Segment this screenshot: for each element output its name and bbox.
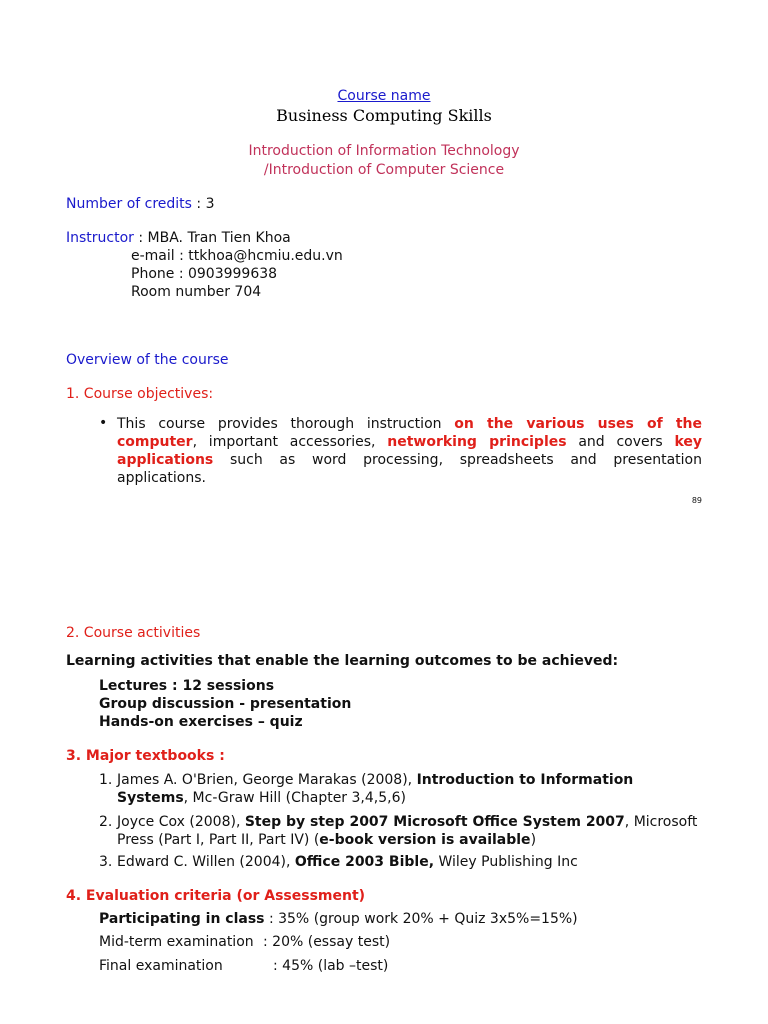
- textbook-item: [0, 771, 768, 807]
- page-number: 89: [691, 496, 702, 505]
- textbook-authors: James A. O'Brien, George Marakas (2008),: [117, 772, 417, 788]
- textbook-text: [117, 853, 717, 871]
- textbook-ebook-note: e-book version is available: [319, 832, 531, 848]
- textbook-publisher: Wiley Publishing Inc: [434, 854, 578, 870]
- course-subtitle-line1: Introduction of Information Technology: [248, 143, 520, 159]
- textbook-authors: Edward C. Willen (2004),: [117, 854, 295, 870]
- instructor-room: Room number 704: [131, 284, 262, 300]
- instructor-label: Instructor: [66, 230, 134, 246]
- textbook-title: Office 2003 Bible,: [294, 854, 435, 870]
- instructor-email: e-mail : ttkhoa@hcmiu.edu.vn: [131, 248, 343, 264]
- evaluation-label: Final examination: [99, 958, 223, 974]
- textbook-authors: Joyce Cox (2008),: [117, 814, 245, 830]
- course-title: Business Computing Skills: [276, 106, 492, 125]
- overview-heading: Overview of the course: [66, 352, 229, 368]
- credits-value: : 3: [196, 196, 215, 212]
- objectives-highlight-uses: on the various uses of the computer: [117, 416, 702, 450]
- textbook-publisher: , Mc-Graw Hill (Chapter 3,4,5,6): [183, 790, 406, 806]
- objectives-text-mid2: and covers: [566, 434, 675, 450]
- evaluation-row: [99, 958, 388, 974]
- instructor-line: [66, 230, 291, 246]
- bullet-icon: •: [99, 415, 108, 431]
- textbook-text: [117, 813, 717, 849]
- objectives-text-before: This course provides thorough instruction: [117, 416, 455, 432]
- credits-line: [66, 196, 214, 212]
- evaluation-row: [99, 911, 578, 927]
- instructor-name: : MBA. Tran Tien Khoa: [138, 230, 291, 246]
- textbook-number: 2.: [99, 814, 113, 830]
- evaluation-value: : 45% (lab –test): [273, 958, 389, 974]
- objectives-text-mid1: , important accessories,: [192, 434, 388, 450]
- activity-item: Hands-on exercises – quiz: [99, 714, 303, 730]
- textbook-title: Introduction to Information Systems: [117, 772, 634, 806]
- evaluation-value: : 20% (essay test): [263, 934, 391, 950]
- objectives-highlight-networking: networking principles: [387, 434, 567, 450]
- objectives-highlight-key-apps: key applications: [117, 434, 702, 468]
- course-name-link[interactable]: Course name: [337, 88, 431, 104]
- textbook-item: [0, 813, 768, 849]
- evaluation-value: : 35% (group work 20% + Quiz 3x5%=15%): [268, 911, 578, 927]
- activity-item: Group discussion - presentation: [99, 696, 352, 712]
- objectives-heading: 1. Course objectives:: [66, 386, 214, 402]
- evaluation-heading: 4. Evaluation criteria (or Assessment): [66, 888, 366, 904]
- activity-item: Lectures : 12 sessions: [99, 678, 275, 694]
- activities-intro: Learning activities that enable the learning outcomes to be achieved:: [66, 653, 619, 669]
- textbook-closing: ): [530, 832, 537, 848]
- textbook-item: [0, 853, 768, 871]
- textbook-number: 1.: [99, 772, 113, 788]
- instructor-phone: Phone : 0903999638: [131, 266, 278, 282]
- textbook-publisher: , Microsoft Press (Part I, Part II, Part IV) (: [117, 814, 698, 848]
- textbook-number: 3.: [99, 854, 113, 870]
- evaluation-label: Participating in class: [99, 911, 265, 927]
- course-subtitle-line2: /Introduction of Computer Science: [263, 162, 505, 178]
- textbooks-heading: 3. Major textbooks :: [66, 748, 225, 764]
- textbook-text: [117, 771, 677, 807]
- objectives-text-after: such as word processing, spreadsheets and presentation applications.: [117, 452, 702, 486]
- activities-heading: 2. Course activities: [66, 625, 201, 641]
- credits-label: Number of credits: [66, 196, 192, 212]
- evaluation-label: Mid-term examination: [99, 934, 254, 950]
- evaluation-row: [99, 934, 390, 950]
- textbook-title: Step by step 2007 Microsoft Office System 2007: [244, 814, 625, 830]
- objectives-text: [117, 415, 702, 487]
